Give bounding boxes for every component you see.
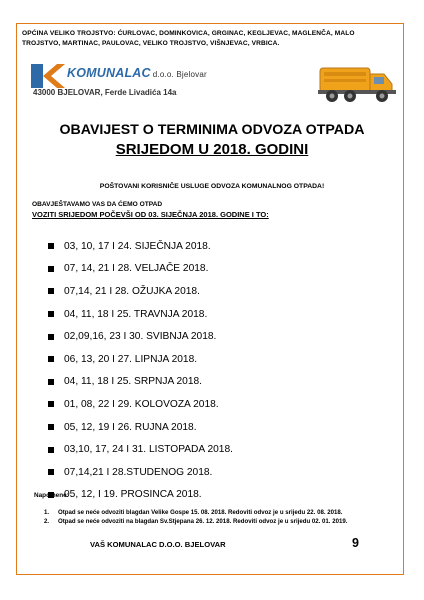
bullet-icon xyxy=(48,288,54,294)
bullet-icon xyxy=(48,266,54,272)
list-item xyxy=(48,235,233,258)
list-item xyxy=(48,325,233,348)
note-item xyxy=(44,508,347,517)
list-item xyxy=(48,484,233,507)
note-number: 2. xyxy=(44,518,50,525)
collection-dates-list xyxy=(48,235,233,506)
date-text: 04, 11, 18 I 25. TRAVNJA 2018. xyxy=(64,308,208,320)
komunalac-logo-icon xyxy=(31,64,65,88)
notes-list xyxy=(44,508,347,526)
date-text: 02,09,16, 23 I 30. SVIBNJA 2018. xyxy=(64,331,217,343)
company-logo xyxy=(31,64,261,104)
bullet-icon xyxy=(48,311,54,317)
logo-suffix: d.o.o. Bjelovar xyxy=(152,70,207,79)
list-item xyxy=(48,393,233,416)
date-text: 07,14,21 I 28.STUDENOG 2018. xyxy=(64,466,213,478)
list-item xyxy=(48,371,233,394)
date-text: 05, 12, 19 I 26. RUJNA 2018. xyxy=(64,421,197,433)
bullet-icon xyxy=(48,469,54,475)
municipality-line-1: OPĆINA VELIKO TROJSTVO: ĆURLOVAC, DOMINKOVICA, GRGINAC, KEGLJEVAC, MAGLENČA, MALO xyxy=(22,30,355,37)
note-number: 1. xyxy=(44,509,50,516)
list-item xyxy=(48,348,233,371)
bullet-icon xyxy=(48,424,54,430)
date-text: 01, 08, 22 I 29. KOLOVOZA 2018. xyxy=(64,398,219,410)
notify-line-1: OBAVJEŠTAVAMO VAS DA ĆEMO OTPAD xyxy=(32,201,163,208)
notice-subtitle: SRIJEDOM U 2018. GODINI xyxy=(115,141,309,158)
list-item xyxy=(48,280,233,303)
municipality-header xyxy=(22,29,392,48)
list-item xyxy=(48,258,233,281)
note-text: Otpad se neće odvoziti blagdan Velike Gospe 15. 08. 2018. Redoviti odvoz je u srijedu 22. 08. 2018. xyxy=(58,509,343,516)
list-item xyxy=(48,461,233,484)
date-text: 03, 10, 17 I 24. SIJEČNJA 2018. xyxy=(64,240,211,252)
logo-letter-k: K xyxy=(67,66,77,80)
bullet-icon xyxy=(48,447,54,453)
municipality-line-2: TROJSTVO, MARTINAC, PAULOVAC, VELIKO TROJSTVO, VIŠNJEVAC, VRBICA. xyxy=(22,39,280,47)
footer-company: VAŠ KOMUNALAC D.O.O. BJELOVAR xyxy=(90,540,226,549)
greeting-text: POŠTOVANI KORISNIČE USLUGE ODVOZA KOMUNALNOG OTPADA! xyxy=(99,183,325,190)
list-item xyxy=(48,303,233,326)
date-text: 07, 14, 21 I 28. VELJAČE 2018. xyxy=(64,263,209,275)
date-text: 04, 11, 18 I 25. SRPNJA 2018. xyxy=(64,376,202,388)
company-address: 43000 BJELOVAR, Ferde Livadića 14a xyxy=(33,88,177,97)
page-number: 9 xyxy=(352,536,359,550)
date-text: 07,14, 21 I 28. OŽUJKA 2018. xyxy=(64,285,200,297)
date-text: 06, 13, 20 I 27. LIPNJA 2018. xyxy=(64,353,198,365)
note-item xyxy=(44,517,347,526)
garbage-truck-icon xyxy=(318,60,398,104)
bullet-icon xyxy=(48,379,54,385)
bullet-icon xyxy=(48,401,54,407)
notes-title: Napomene: xyxy=(34,492,69,499)
bullet-icon xyxy=(48,356,54,362)
company-name xyxy=(67,66,207,80)
bullet-icon xyxy=(48,243,54,249)
list-item xyxy=(48,416,233,439)
note-text: Otpad se neće odvoziti na blagdan Sv.Stjepana 26. 12. 2018. Redoviti odvoz je u srijedu 02. 01. 2019. xyxy=(58,518,348,525)
list-item xyxy=(48,438,233,461)
notify-line-2: VOZITI SRIJEDOM POČEVŠI OD 03. SIJEČNJA 2018. GODINE I TO: xyxy=(32,210,269,219)
notice-title: OBAVIJEST O TERMINIMA ODVOZA OTPADA xyxy=(59,122,365,138)
logo-name: OMUNALAC xyxy=(76,66,151,80)
date-text: 03,10, 17, 24 I 31. LISTOPADA 2018. xyxy=(64,444,233,456)
date-text: 05, 12, I 19. PROSINCA 2018. xyxy=(64,489,202,501)
bullet-icon xyxy=(48,334,54,340)
